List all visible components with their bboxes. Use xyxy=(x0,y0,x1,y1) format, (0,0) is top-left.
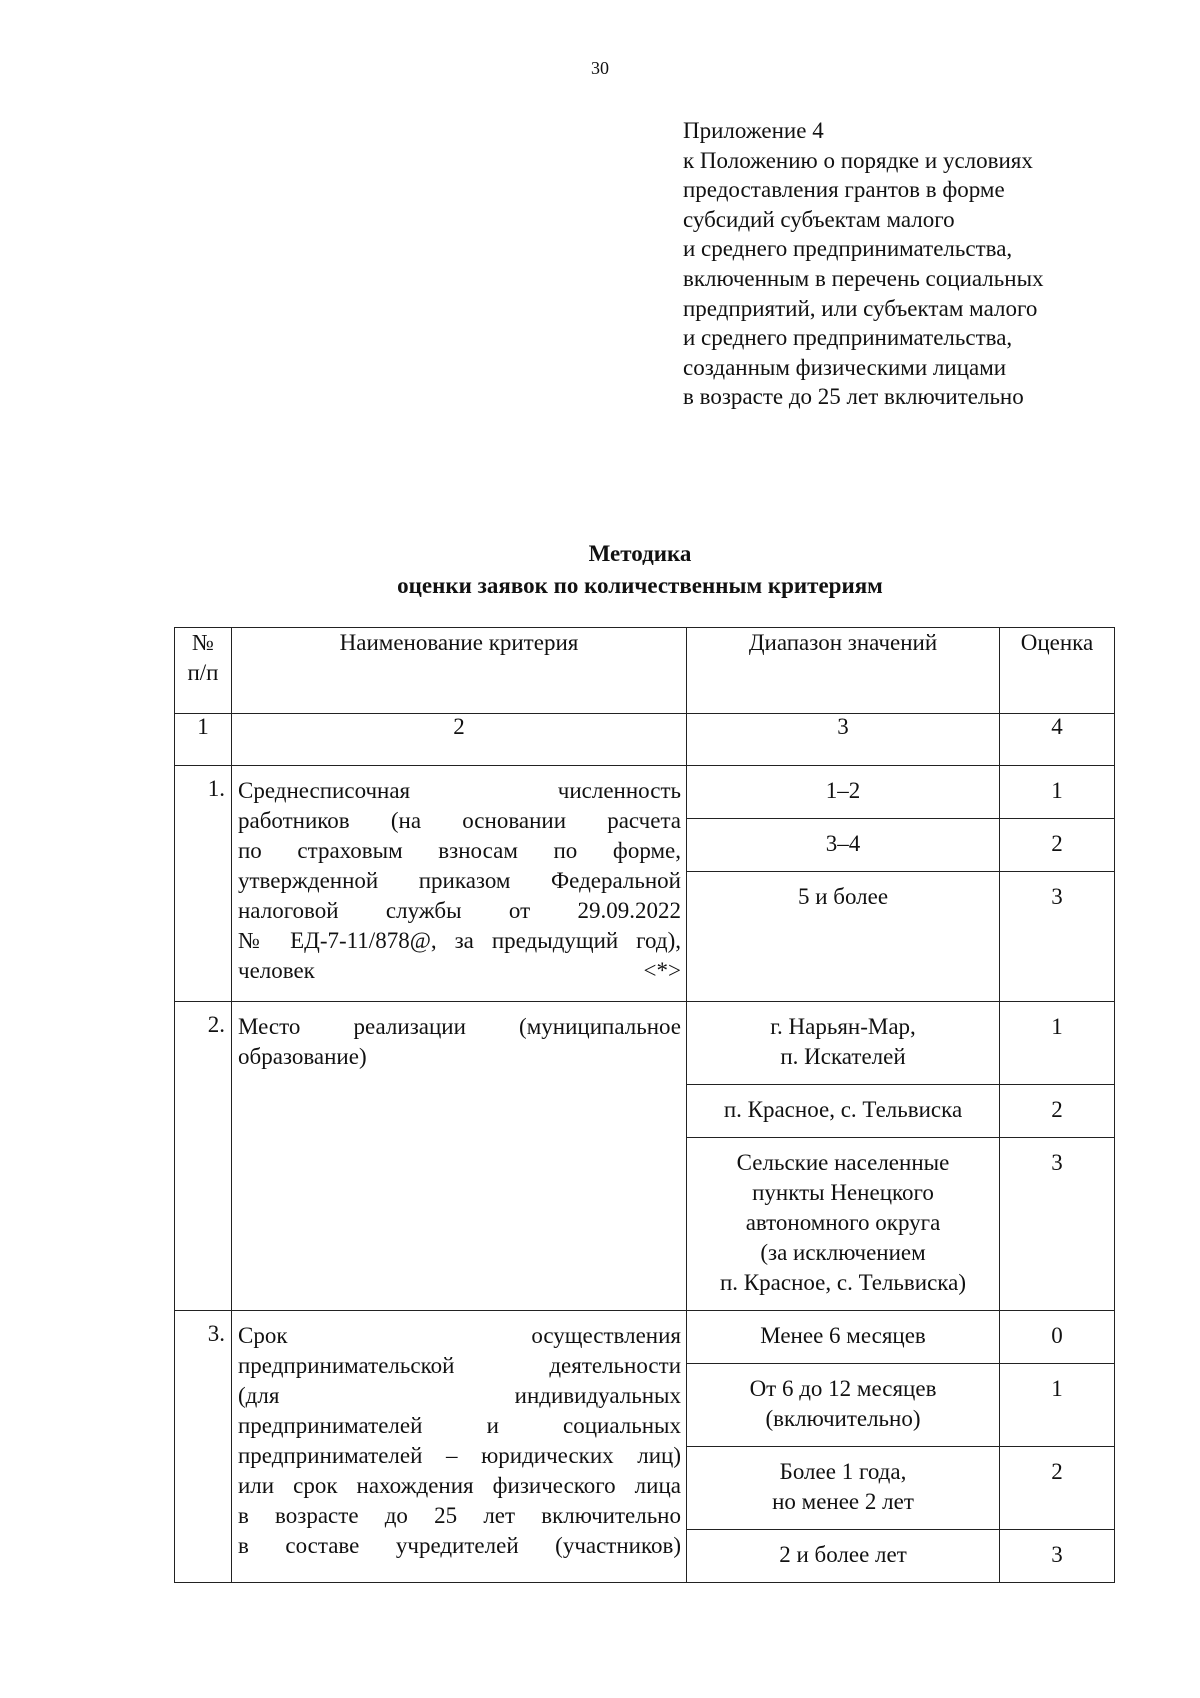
score-value: 3 xyxy=(1000,1138,1115,1311)
range-value: 3–4 xyxy=(687,819,1000,872)
column-index: 2 xyxy=(232,714,687,766)
score-value: 2 xyxy=(1000,819,1115,872)
score-value: 3 xyxy=(1000,872,1115,1002)
header-num-label: п/п xyxy=(187,660,219,685)
criteria-table xyxy=(174,627,1115,1583)
criterion-name-line: Место реализации (муниципальное xyxy=(238,1014,681,1039)
appendix-line: и среднего предпринимательства, xyxy=(683,325,1013,351)
criterion-name-line: (для индивидуальных xyxy=(238,1383,681,1408)
column-index: 4 xyxy=(1000,714,1115,766)
document-title xyxy=(0,538,1200,602)
criterion-name-line: Срок осуществления xyxy=(238,1323,681,1348)
appendix-line: и среднего предпринимательства, xyxy=(683,236,1013,262)
range-line: От 6 до 12 месяцев xyxy=(749,1376,937,1401)
range-value xyxy=(687,1085,1000,1138)
title-line-1: Методика xyxy=(588,541,692,566)
range-line: Более 1 года, xyxy=(779,1459,907,1484)
criterion-name xyxy=(232,1311,687,1583)
score-value: 1 xyxy=(1000,1002,1115,1085)
range-value xyxy=(687,1530,1000,1583)
header-num-symbol: № xyxy=(192,630,214,655)
score-value: 3 xyxy=(1000,1530,1115,1583)
criterion-name-line: в возрасте до 25 лет включительно xyxy=(238,1503,681,1528)
criterion-name-line: предпринимательской деятельности xyxy=(238,1353,681,1378)
header-name: Наименование критерия xyxy=(232,628,687,714)
appendix-line: включенным в перечень социальных xyxy=(683,265,1044,291)
score-value: 1 xyxy=(1000,1364,1115,1447)
appendix-line: предприятий, или субъектам малого xyxy=(683,295,1038,321)
range-value xyxy=(687,1002,1000,1085)
range-value xyxy=(687,1447,1000,1530)
appendix-line: предоставления грантов в форме xyxy=(683,177,1005,203)
range-line: п. Красное, с. Тельвиска xyxy=(723,1097,963,1122)
appendix-line: в возрасте до 25 лет включительно xyxy=(683,384,1024,410)
criterion-name-line: предпринимателей и социальных xyxy=(238,1413,681,1438)
range-line: Менее 6 месяцев xyxy=(760,1323,926,1348)
criterion-name xyxy=(232,766,687,1002)
header-score: Оценка xyxy=(1000,628,1115,714)
score-value: 2 xyxy=(1000,1447,1115,1530)
criterion-name-line: налоговой службы от 29.09.2022 xyxy=(238,898,681,923)
score-value: 0 xyxy=(1000,1311,1115,1364)
criterion-name-line: работников (на основании расчета xyxy=(238,808,681,833)
range-line: но менее 2 лет xyxy=(772,1489,914,1514)
table-row xyxy=(175,1311,1115,1364)
range-line: автономного округа xyxy=(745,1210,941,1235)
column-index-row xyxy=(175,714,1115,766)
title-line-2: оценки заявок по количественным критериям xyxy=(397,573,883,598)
range-line: п. Искателей xyxy=(780,1044,906,1069)
criterion-name-line: человек <*> xyxy=(238,958,681,983)
header-num xyxy=(175,628,232,714)
appendix-block xyxy=(683,116,1103,412)
range-value: 5 и более xyxy=(687,872,1000,1002)
range-line: (за исключением xyxy=(760,1240,926,1265)
range-value xyxy=(687,1138,1000,1311)
header-row xyxy=(175,628,1115,714)
score-value: 2 xyxy=(1000,1085,1115,1138)
table-row xyxy=(175,766,1115,819)
column-index: 1 xyxy=(175,714,232,766)
criterion-name xyxy=(232,1002,687,1311)
range-line: г. Нарьян-Мар, xyxy=(770,1014,916,1039)
criterion-number: 1. xyxy=(175,766,232,1002)
column-index: 3 xyxy=(687,714,1000,766)
criterion-name-line: Среднесписочная численность xyxy=(238,778,681,803)
appendix-line: созданным физическими лицами xyxy=(683,354,1007,380)
header-range: Диапазон значений xyxy=(687,628,1000,714)
appendix-line: к Положению о порядке и условиях xyxy=(683,147,1033,173)
range-value xyxy=(687,1364,1000,1447)
range-line: 2 и более лет xyxy=(779,1542,907,1567)
table-row xyxy=(175,1002,1115,1085)
criterion-name-line: предпринимателей – юридических лиц) xyxy=(238,1443,681,1468)
score-value: 1 xyxy=(1000,766,1115,819)
range-value: 1–2 xyxy=(687,766,1000,819)
criterion-name-line: по страховым взносам по форме, xyxy=(238,838,681,863)
criterion-name-line: образование) xyxy=(238,1044,367,1069)
appendix-line: субсидий субъектам малого xyxy=(683,206,955,232)
range-line: пункты Ненецкого xyxy=(752,1180,934,1205)
range-line: Сельские населенные xyxy=(736,1150,950,1175)
range-line: (включительно) xyxy=(765,1406,921,1431)
criterion-name-line: в составе учредителей (участников) xyxy=(238,1533,681,1558)
range-value xyxy=(687,1311,1000,1364)
appendix-line: Приложение 4 xyxy=(683,118,824,143)
criterion-name-line: утвержденной приказом Федеральной xyxy=(238,868,681,893)
criterion-name-line: № ЕД-7-11/878@, за предыдущий год), xyxy=(238,928,681,953)
criterion-number: 3. xyxy=(175,1311,232,1583)
page-number: 30 xyxy=(591,58,609,78)
criterion-number: 2. xyxy=(175,1002,232,1311)
range-line: п. Красное, с. Тельвиска) xyxy=(720,1270,966,1295)
criterion-name-line: или срок нахождения физического лица xyxy=(238,1473,681,1498)
